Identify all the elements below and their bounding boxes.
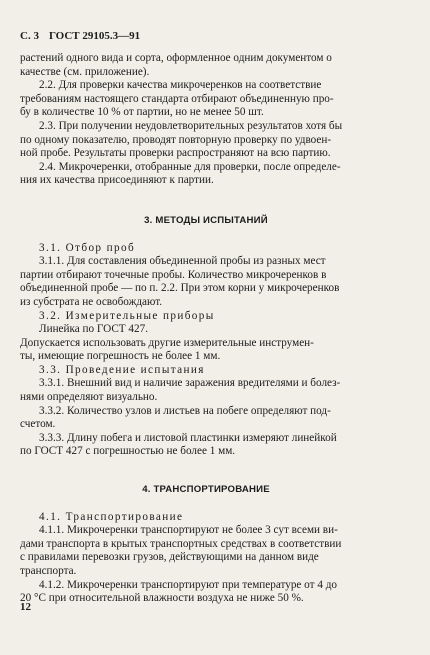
- section-heading-3: 3. МЕТОДЫ ИСПЫТАНИЙ: [144, 214, 268, 226]
- subsection-4-1: 4.1. Транспортирование: [39, 510, 184, 523]
- text-line: транспорта.: [20, 565, 77, 577]
- clause-3-3-1: 3.3.1. Внешний вид и наличие заражения вредителями и болез-: [39, 377, 341, 390]
- text-line: бу в количестве 10 % от партии, но не менее 50 шт.: [20, 106, 264, 119]
- text-line: из субстрата не освобождают.: [20, 295, 163, 308]
- text-line: по ГОСТ 427 с погрешностью не более 1 мм.: [20, 445, 236, 458]
- text-line: партии отбирают точечные пробы. Количество микрочеренков в: [20, 268, 327, 281]
- text-line: 20 °С при относительной влажности воздуха не ниже 50 %.: [20, 592, 304, 605]
- text-line: по одному показателю, проводят повторную проверку по удвоен-: [20, 133, 332, 146]
- clause-2-4: 2.4. Микрочеренки, отобранные для проверки, после определе-: [39, 160, 341, 173]
- text-line: нями определяют визуально.: [20, 391, 158, 404]
- subsection-3-3: 3.3. Проведение испытания: [39, 363, 205, 376]
- subsection-3-1: 3.1. Отбор проб: [39, 241, 136, 254]
- text-line: растений одного вида и сорта, оформленное одним документом о: [20, 52, 332, 64]
- text-line: дами транспорта в крытых транспортных средствах в соответствии: [20, 537, 342, 550]
- text-line: объединенной пробе — по п. 2.2. При этом корни у микрочеренков: [20, 282, 340, 295]
- text-line: ты, имеющие погрешность не более 1 мм.: [20, 350, 221, 363]
- page-header: [20, 30, 140, 42]
- clause-4-1-1: 4.1.1. Микрочеренки транспортируют не более 3 сут всеми ви-: [39, 524, 338, 537]
- text-line: ной пробе. Результаты проверки распространяют на всю партию.: [20, 147, 331, 160]
- text-line: качестве (см. приложение).: [20, 65, 150, 78]
- text-line: с правилами перевозки грузов, действующими на данном виде: [20, 551, 319, 564]
- clause-3-3-2: 3.3.2. Количество узлов и листьев на побеге определяют под-: [39, 404, 331, 417]
- document-body: [20, 52, 392, 606]
- page-number: 12: [20, 601, 31, 613]
- document-number: ГОСТ 29105.3—91: [48, 30, 141, 42]
- clause-3-3-3: 3.3.3. Длину побега и листовой пластинки измеряют линейкой: [39, 431, 337, 444]
- clause-3-1-1: 3.1.1. Для составления объединенной пробы из разных мест: [39, 255, 326, 268]
- clause-2-2: 2.2. Для проверки качества микрочеренков на соответствие: [39, 79, 322, 92]
- text-line: Допускается использовать другие измерительные инструмен-: [20, 336, 314, 349]
- clause-2-3: 2.3. При получении неудовлетворительных результатов хотя бы: [39, 119, 343, 132]
- text-line: Линейка по ГОСТ 427.: [39, 323, 148, 336]
- section-heading-4: 4. ТРАНСПОРТИРОВАНИЕ: [142, 484, 270, 496]
- text-line: счетом.: [20, 418, 56, 431]
- subsection-3-2: 3.2. Измерительные приборы: [39, 309, 215, 322]
- page-label: С. 3: [20, 30, 39, 42]
- clause-4-1-2: 4.1.2. Микрочеренки транспортируют при температуре от 4 до: [39, 578, 337, 591]
- text-line: требованиям настоящего стандарта отбирают объединенную про-: [20, 92, 334, 105]
- text-line: ния их качества присоединяют к партии.: [20, 174, 214, 187]
